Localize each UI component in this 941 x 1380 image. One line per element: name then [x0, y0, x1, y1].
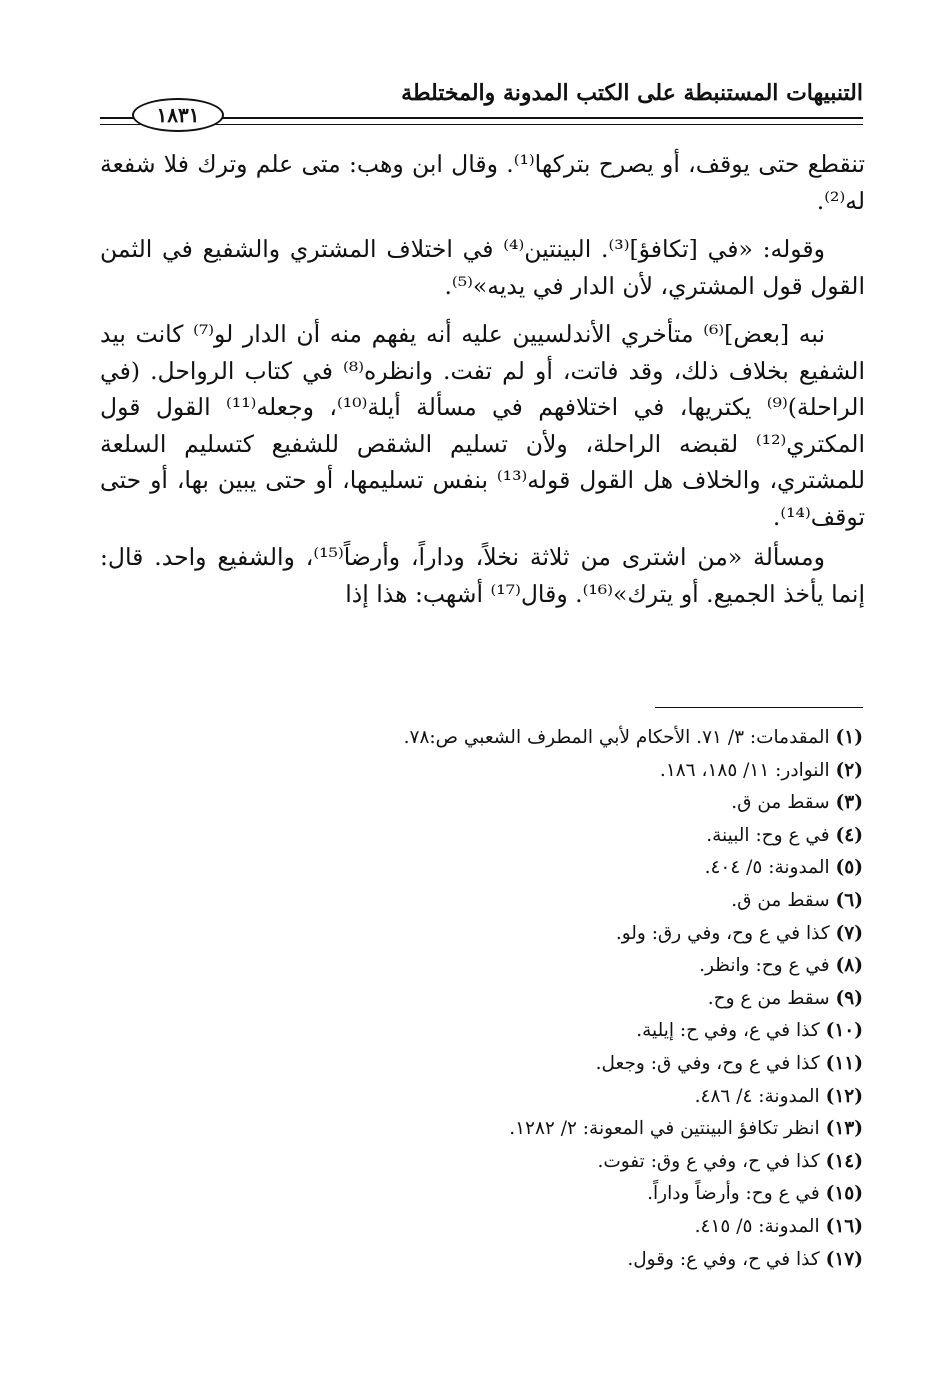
footnote: [303, 1081, 863, 1114]
footnote: [303, 1244, 863, 1277]
footnote-separator: [655, 707, 863, 708]
footnote-number: (٤): [835, 824, 863, 846]
footnote: [303, 755, 863, 788]
footnote-number: (١٢): [825, 1085, 863, 1107]
footnotes-list: [303, 722, 863, 1276]
footnote-number: (١١): [825, 1052, 863, 1074]
running-head-title: التنبيهات المستنبطة على الكتب المدونة والمختلطة: [401, 80, 863, 106]
footnote: [303, 1113, 863, 1146]
footnote: [303, 1048, 863, 1081]
footnote-number: (٣): [835, 792, 863, 814]
footnote-text: سقط من ق.: [731, 889, 830, 911]
footnote-number: (٢): [835, 759, 863, 781]
footnote-text: كذا في ع وح، وفي ق: وجعل.: [595, 1052, 820, 1074]
footnote-text: كذا في ع وح، وفي رق: ولو.: [615, 922, 830, 944]
footnote-text: سقط من ق.: [731, 792, 830, 814]
page-number-badge: ١٨٣١: [132, 98, 224, 132]
footnote: [303, 722, 863, 755]
footnote-text: النوادر: ١١/ ١٨٥، ١٨٦.: [659, 759, 830, 781]
footnote-text: في ع وح: وأرضاً وداراً.: [647, 1183, 820, 1205]
footnote-number: (١٧): [825, 1248, 863, 1270]
footnote: [303, 1146, 863, 1179]
footnote-number: (١٣): [825, 1118, 863, 1140]
paragraph: ومسألة «من اشترى من ثلاثة نخلاً، وداراً، وأرضاً⁽¹⁵⁾، والشفيع واحد. قال: إنما يأخذ الجميع. أو يترك»⁽¹⁶⁾. وقال⁽¹⁷⁾ أشهب: هذا إذا: [100, 543, 865, 608]
footnote: [303, 950, 863, 983]
footnote-number: (١٦): [825, 1215, 863, 1237]
footnote: [303, 1015, 863, 1048]
footnote-text: المدونة: ٥/ ٤١٥.: [694, 1215, 820, 1237]
footnote-text: المدونة: ٥/ ٤٠٤.: [704, 857, 830, 879]
footnote-text: كذا في ح، وفي ع وق: تفوت.: [597, 1150, 820, 1172]
footnote-number: (٥): [835, 857, 863, 879]
footnote: [303, 1211, 863, 1244]
footnote-text: المدونة: ٤/ ٤٨٦.: [694, 1085, 820, 1107]
footnote: [303, 1178, 863, 1211]
footnote-text: كذا في ع، وفي ح: إيلية.: [636, 1020, 820, 1042]
footnote-number: (١٥): [825, 1183, 863, 1205]
footnote-number: (٧): [835, 922, 863, 944]
footnote-number: (٨): [835, 955, 863, 977]
paragraph: وقوله: «في [تكافؤ]⁽³⁾. البينتين⁽⁴⁾ في اختلاف المشتري والشفيع في الثمن القول قول المشتري، لأن الدار في يديه»⁽⁵⁾.: [100, 235, 865, 300]
paragraph: نبه [بعض]⁽⁶⁾ متأخري الأندلسيين عليه أنه يفهم منه أن الدار لو⁽⁷⁾ كانت بيد الشفيع بخلاف ذلك، وقد فاتت، أو لم تفت. وانظره⁽⁸⁾ في كتاب الرواحل. (في الراحلة)⁽⁹⁾ يكتريها، في اختلافهم في مسألة أيلة⁽¹⁰⁾، وجعله⁽¹¹⁾ القول قول المكتري⁽¹²⁾ لقبضه الراحلة، ولأن تسليم الشقص للشفيع كتسليم السلعة للمشتري، والخلاف هل القول قوله⁽¹³⁾ بنفس تسليمها، أو حتى يبين بها، أو حتى توقف⁽¹⁴⁾.: [100, 320, 865, 531]
main-text: [100, 146, 865, 624]
footnote-number: (١٤): [825, 1150, 863, 1172]
footnote-number: (١٠): [825, 1020, 863, 1042]
footnote-number: (٦): [835, 889, 863, 911]
footnote: [303, 787, 863, 820]
footnote: [303, 852, 863, 885]
footnote-text: انظر تكافؤ البينتين في المعونة: ٢/ ١٢٨٢.: [509, 1118, 820, 1140]
footnote-text: سقط من ع وح.: [707, 987, 830, 1009]
footnote-text: كذا في ح، وفي ع: وقول.: [627, 1248, 820, 1270]
footnote-text: في ع وح: وانظر.: [699, 955, 830, 977]
footnote-text: المقدمات: ٣/ ٧١. الأحكام لأبي المطرف الشعبي ص:٧٨.: [403, 727, 830, 748]
paragraph: تنقطع حتى يوقف، أو يصرح بتركها⁽¹⁾. وقال ابن وهب: متى علم وترك فلا شفعة له⁽²⁾.: [100, 150, 865, 215]
footnote-text: في ع وح: البينة.: [706, 824, 830, 846]
footnote: [303, 885, 863, 918]
footnote-number: (٩): [835, 987, 863, 1009]
footnote: [303, 918, 863, 951]
footnote-number: (١): [835, 727, 863, 748]
footnote: [303, 820, 863, 853]
footnote: [303, 983, 863, 1016]
